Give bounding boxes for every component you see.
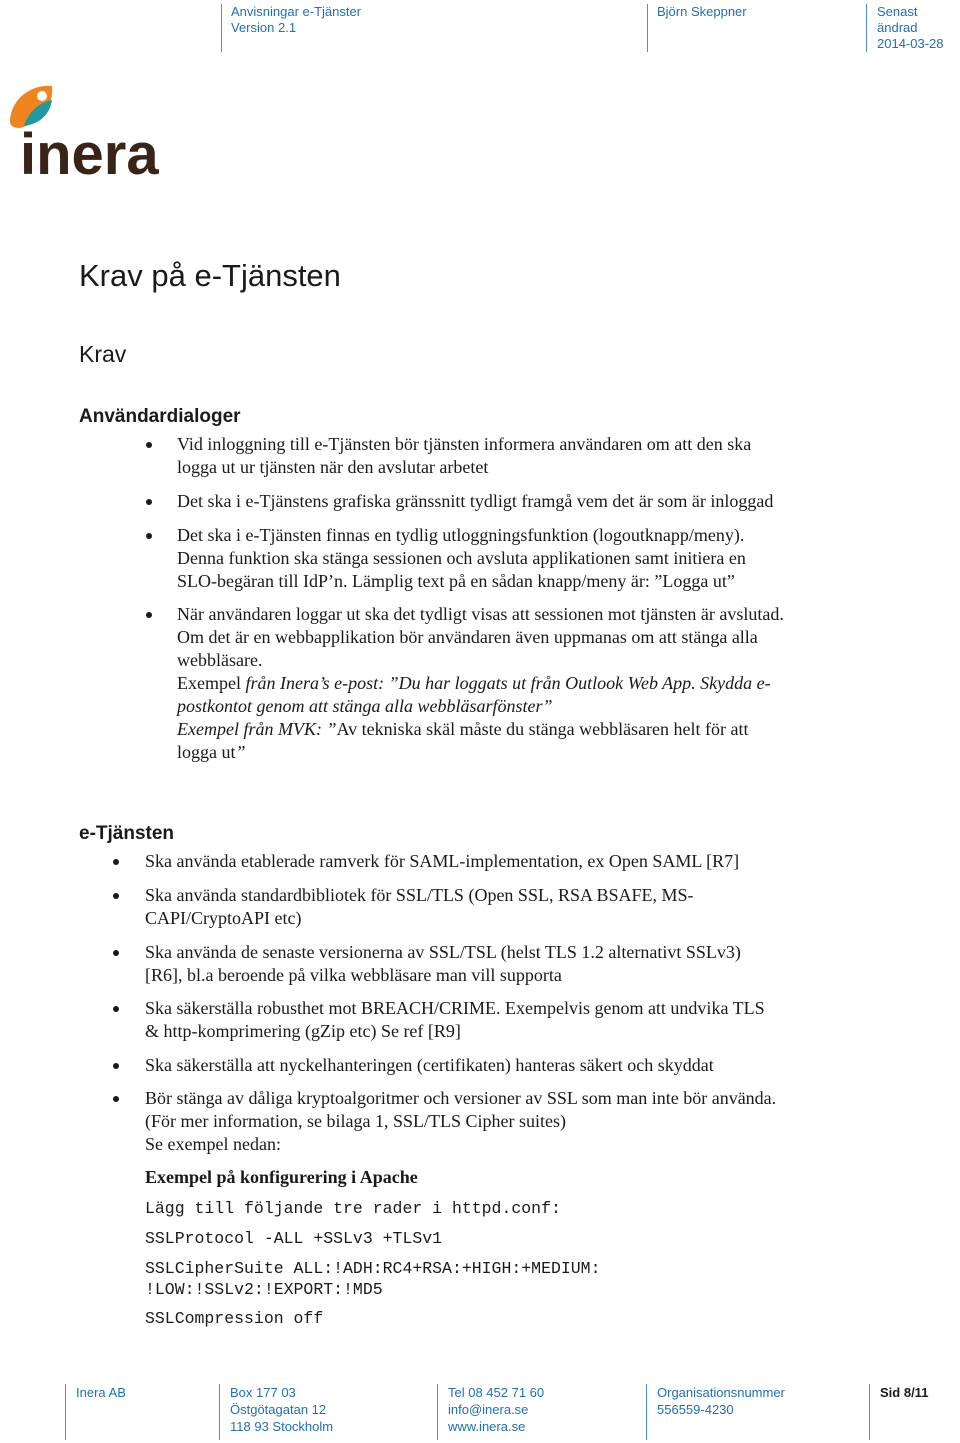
bullet-icon (113, 859, 119, 865)
footer-divider (219, 1384, 220, 1440)
list-item: Ska säkerställa att nyckelhanteringen (certifikaten) hanteras säkert och skyddat (145, 1055, 714, 1075)
bullet-icon (113, 1006, 119, 1012)
header-changed-date: 2014-03-28 (877, 36, 944, 51)
header-doc-title: Anvisningar e-Tjänster (231, 4, 362, 19)
example-mvk: Exempel från MVK: ”Av tekniska skäl måste du stänga webbläsaren helt för att (177, 719, 749, 739)
header-divider (647, 4, 648, 52)
section-heading-e-tjansten: e-Tjänsten (79, 823, 175, 844)
footer-divider (65, 1384, 66, 1440)
footer-page-number: Sid 8/11 (880, 1385, 929, 1400)
code-line: SSLProtocol -ALL +SSLv3 +TLSv1 (145, 1229, 443, 1248)
logo-text: inera (20, 122, 159, 182)
code-line: !LOW:!SSLv2:!EXPORT:!MD5 (145, 1280, 383, 1299)
header-divider (221, 4, 222, 52)
list-item: Det ska i e-Tjänsten finnas en tydlig utloggningsfunktion (logoutknapp/meny). Denna funktion ska stänga sessionen och avsluta applikationen samt initiera en SLO-begäran till IdP’n. Lämplig text på en sådan knapp/meny är: ”Logga ut” (177, 525, 746, 591)
header-doc-info (231, 4, 361, 36)
footer-divider (646, 1384, 647, 1440)
code-line: Lägg till följande tre rader i httpd.conf: (145, 1199, 561, 1218)
example-inera: Exempel från Inera’s e-post: ”Du har loggats ut från Outlook Web App. Skydda e- (177, 673, 771, 693)
bullet-icon (146, 612, 152, 618)
page-subtitle: Krav (79, 341, 127, 367)
code-line: SSLCipherSuite ALL:!ADH:RC4+RSA:+HIGH:+MEDIUM: (145, 1259, 601, 1278)
logo-dot (37, 91, 47, 101)
list-item: Vid inloggning till e-Tjänsten bör tjänsten informera användaren om att den ska logga ut ur tjänsten när den avslutar arbetet (177, 434, 752, 477)
inera-logo (6, 82, 176, 182)
footer-contact: Tel 08 452 71 60 info@inera.se www.inera.se (448, 1385, 545, 1434)
list-item: Det ska i e-Tjänstens grafiska gränssnitt tydligt framgå vem det är som är inloggad (177, 491, 774, 511)
footer-divider (869, 1384, 870, 1440)
bullet-icon (146, 442, 152, 448)
list-item: Bör stänga av dåliga kryptoalgoritmer och versioner av SSL som man inte bör använda. (För mer information, se bilaga 1, SSL/TLS Cipher suites) Se exempel nedan: (145, 1088, 777, 1154)
header-divider (866, 4, 867, 52)
footer-company: Inera AB (76, 1385, 126, 1400)
code-line: SSLCompression off (145, 1309, 324, 1328)
footer-divider (437, 1384, 438, 1440)
bullet-icon (113, 950, 119, 956)
bullet-icon (146, 533, 152, 539)
list-item: Ska använda standardbibliotek för SSL/TLS (Open SSL, RSA BSAFE, MS- CAPI/CryptoAPI etc) (145, 885, 694, 928)
page-title: Krav på e-Tjänsten (79, 258, 341, 293)
footer-org: Organisationsnummer 556559-4230 (657, 1385, 785, 1417)
example-heading: Exempel på konfigurering i Apache (145, 1167, 418, 1187)
inera-logo-mark (6, 82, 176, 182)
header-changed-label: Senast ändrad (877, 4, 918, 35)
list-item: Ska säkerställa robusthet mot BREACH/CRIME. Exempelvis genom att undvika TLS & http-komprimering (gZip etc) Se ref [R9] (145, 998, 765, 1041)
footer-address: Box 177 03 Östgötagatan 12 118 93 Stockholm (230, 1385, 334, 1434)
bullet-icon (113, 893, 119, 899)
bullet-icon (113, 1096, 119, 1102)
header-version: Version 2.1 (231, 20, 297, 35)
list-item: Ska använda de senaste versionerna av SSL/TSL (helst TLS 1.2 alternativt SSLv3) [R6], bl.a beroende på vilka webbläsare man vill supporta (145, 942, 741, 985)
bullet-icon (113, 1063, 119, 1069)
section-heading-anvandardialoger: Användardialoger (79, 406, 241, 427)
bullet-icon (146, 499, 152, 505)
header-changed (877, 4, 960, 52)
header-author: Björn Skeppner (657, 4, 747, 19)
list-item: När användaren loggar ut ska det tydligt visas att sessionen mot tjänsten är avslutad. Om det är en webbapplikation bör användaren även uppmanas om att stänga alla webbläsare. Exempel från Inera’s e-post: ”Du har loggats ut från Outlook Web App. Skydda e- postkontot genom att stänga alla webbläsarfönster” Exempel från MVK: ”Av tekniska skäl måste du stänga webbläsaren helt för att logga ut” (177, 604, 784, 762)
list-item: Ska använda etablerade ramverk för SAML-implementation, ex Open SAML [R7] (145, 851, 740, 871)
